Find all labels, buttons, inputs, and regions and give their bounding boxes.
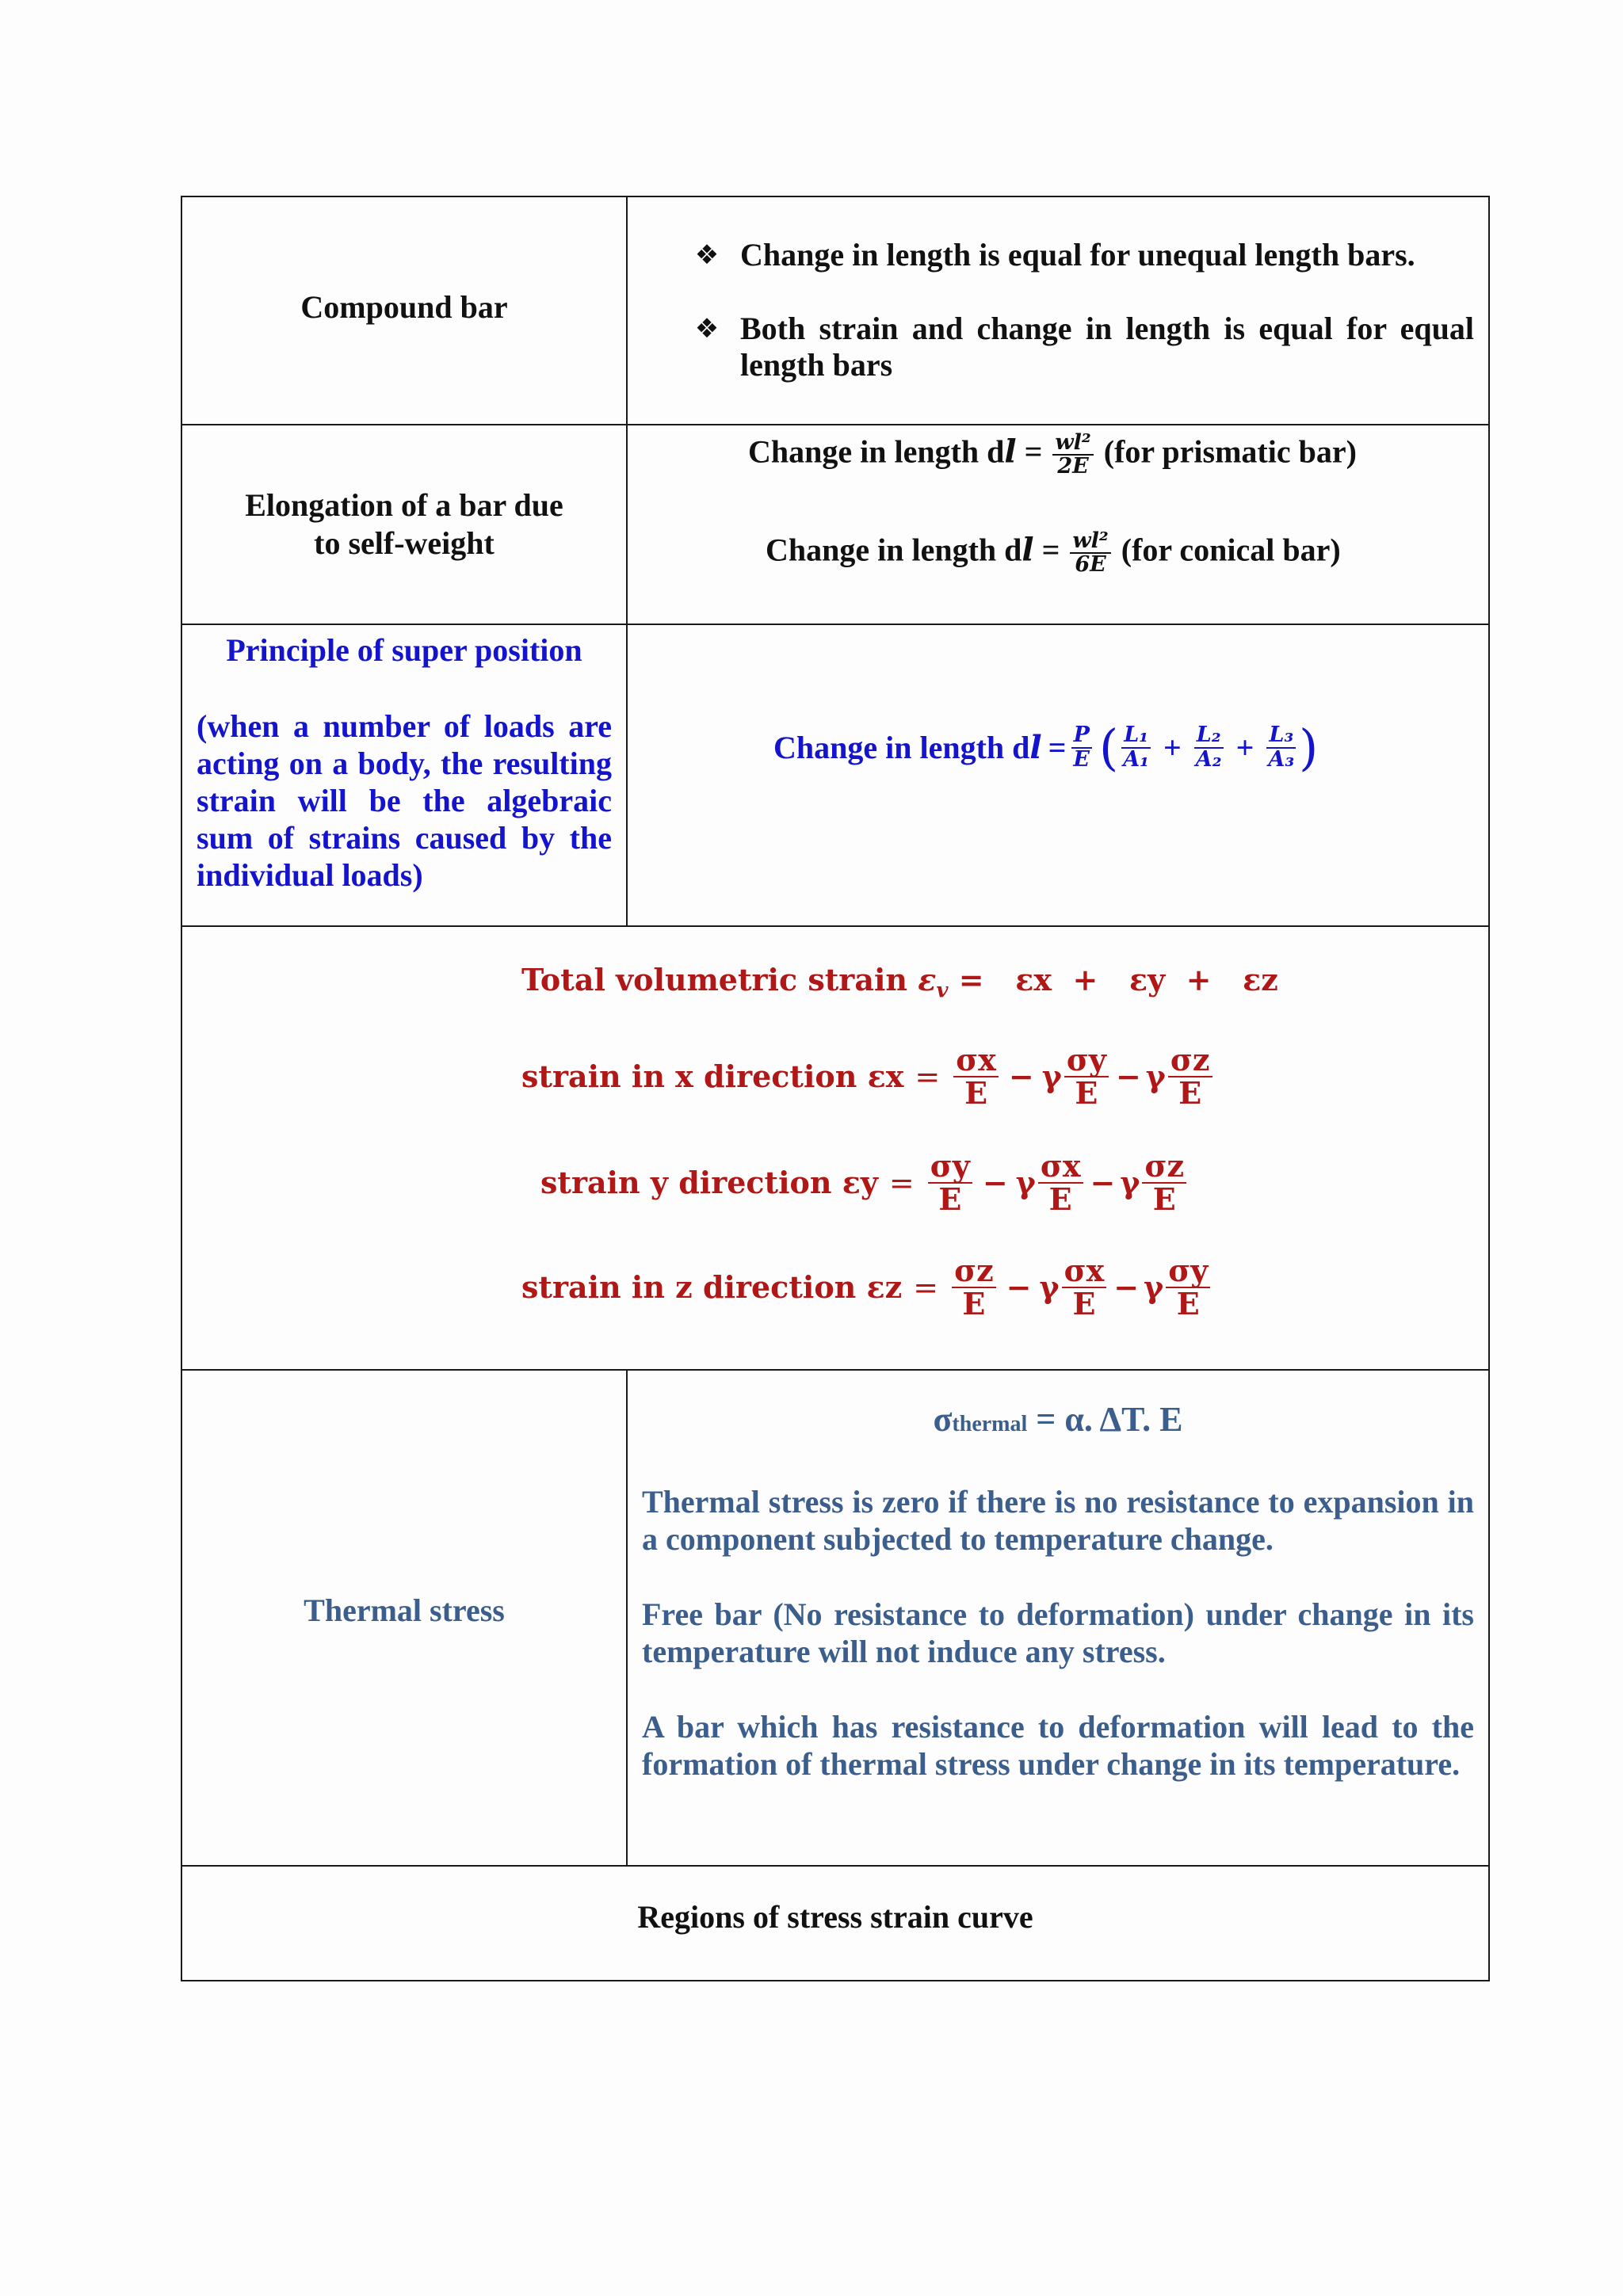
conical-formula: Change in length dl = $\frac{\text{wl²}}{6E}$ (for conical bar) xyxy=(766,528,1341,578)
superposition-label-cell xyxy=(182,625,628,925)
self-weight-content xyxy=(628,425,1488,624)
compound-bar-label: Compound bar xyxy=(182,197,628,424)
close-paren: ) xyxy=(1299,719,1319,776)
fraction: $\frac{\sigma x}{E}$ xyxy=(953,1044,999,1109)
row-stress-strain-regions xyxy=(182,1867,1488,1980)
total-volumetric-strain: Total volumetric strain $\varepsilon_v = \varepsilon x + \varepsilon y + \varepsilon z$ xyxy=(521,962,1278,1003)
fraction: $\frac{\text{L₃}}{\text{A₃}}$ xyxy=(1266,724,1296,771)
row-self-weight xyxy=(182,425,1488,625)
fraction: $\frac{\sigma z}{E}$ xyxy=(952,1255,996,1320)
thermal-paragraph: A bar which has resistance to deformation will lead to the formation of thermal stress under change in its temperature. xyxy=(642,1709,1474,1782)
fraction: $\frac{\sigma x}{E}$ xyxy=(1062,1255,1107,1320)
diamond-bullet-icon: ❖ xyxy=(694,239,720,271)
summary-table xyxy=(181,196,1490,1981)
fraction: $\frac{\text{wl²}}{2E}$ xyxy=(1052,432,1093,479)
fraction: $\frac{\sigma y}{E}$ xyxy=(1166,1255,1210,1320)
superposition-formula: Change in length d l = $\frac{P}{E}$ ( $\frac{\text{L₁}}{\text{A₁}}$ + $\frac{\text{L₂}}{\text{A₂}}$ + $\frac{\text{L₃}}{\text{A₃}}$ ) xyxy=(773,719,1319,776)
thermal-stress-label: Thermal stress xyxy=(182,1371,628,1865)
self-weight-label: Elongation of a bar due to self-weight xyxy=(182,425,628,624)
strain-y-equation: strain y direction εy = $\frac{\sigma y}{E}$ − γ $\frac{\sigma x}{E}$ − γ $\frac{\sigma z}{E}$ xyxy=(540,1150,1189,1215)
row-superposition xyxy=(182,625,1488,927)
superposition-content xyxy=(628,625,1488,925)
superposition-title: Principle of super position xyxy=(226,632,582,668)
row-thermal-stress xyxy=(182,1371,1488,1867)
row-compound-bar xyxy=(182,197,1488,425)
thermal-formula: σthermal = α. ΔT. E xyxy=(933,1400,1183,1439)
thermal-paragraph: Free bar (No resistance to deformation) under change in its temperature will not induce any stress. xyxy=(642,1596,1474,1669)
fraction: $\frac{\text{L₁}}{\text{A₁}}$ xyxy=(1121,724,1151,771)
thermal-paragraph: Thermal stress is zero if there is no resistance to expansion in a component subjected to temperature change. xyxy=(642,1484,1474,1557)
superposition-description: (when a number of loads are acting on a body, the resulting strain will be the algebraic sum of strains caused by the individual loads) xyxy=(197,708,612,893)
fraction: $\frac{\sigma x}{E}$ xyxy=(1038,1150,1083,1215)
row-volumetric-strain xyxy=(182,927,1488,1371)
strain-z-equation: strain in z direction εz = $\frac{\sigma z}{E}$ − γ $\frac{\sigma x}{E}$ − γ $\frac{\sigma y}{E}$ xyxy=(521,1255,1212,1320)
fraction: $\frac{\sigma y}{E}$ xyxy=(928,1150,972,1215)
compound-bar-content: ❖ Change in length is equal for unequal length bars. ❖ Both strain and change in length is equal for equal length bars xyxy=(628,197,1488,424)
stress-strain-regions-label: Regions of stress strain curve xyxy=(637,1899,1033,1935)
fraction: $\frac{\text{L₂}}{\text{A₂}}$ xyxy=(1193,724,1224,771)
prismatic-formula: Change in length dl = $\frac{\text{wl²}}{2E}$ (for prismatic bar) xyxy=(748,430,1357,479)
fraction: $\frac{\sigma z}{E}$ xyxy=(1142,1150,1186,1215)
strain-x-equation: strain in x direction εx = $\frac{\sigma x}{E}$ − γ $\frac{\sigma y}{E}$ − γ $\frac{\sigma z}{E}$ xyxy=(521,1044,1215,1109)
fraction: $\frac{\text{wl²}}{6E}$ xyxy=(1070,530,1110,577)
diamond-bullet-icon: ❖ xyxy=(694,313,720,345)
fraction: $\frac{\sigma y}{E}$ xyxy=(1064,1044,1109,1109)
fraction: $\frac{\sigma z}{E}$ xyxy=(1168,1044,1212,1109)
fraction: $\frac{P}{E}$ xyxy=(1071,724,1092,771)
open-paren: ( xyxy=(1099,719,1119,776)
thermal-stress-content xyxy=(628,1371,1488,1865)
